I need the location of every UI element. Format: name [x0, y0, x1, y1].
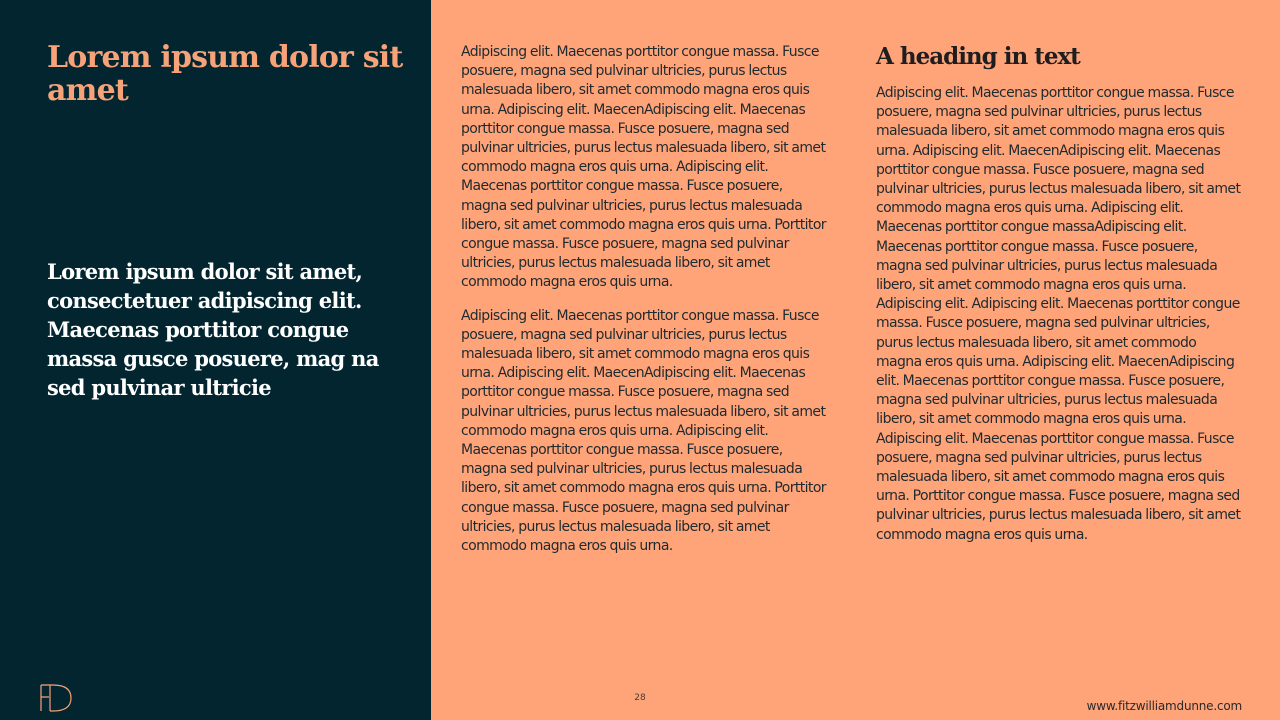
column-2-heading: A heading in text	[876, 43, 1080, 70]
left-panel	[0, 0, 431, 720]
text-column-2	[876, 41, 1244, 545]
column-1-paragraph-2: Adipiscing elit. Maecenas porttitor congue massa. Fusce posuere, magna sed pulvinar ultricies, purus lectus malesuada libero, sit amet commodo magna eros quis urna. Adipiscing elit. MaecenAdipiscing elit. Maecenas porttitor congue massa. Fusce posuere, magna sed pulvinar ultricies, purus lectus malesuada libero, sit amet commodo magna eros quis urna. Adipiscing elit. Maecenas porttitor congue massa. Fusce posuere, magna sed pulvinar ultricies, purus lectus malesuada libero, sit amet commodo magna eros quis urna. Porttitor congue massa. Fusce posuere, magna sed pulvinar ultricies, purus lectus malesuada libero, sit amet commodo magna eros quis urna.	[461, 307, 826, 555]
text-column-1	[461, 43, 827, 556]
column-1-paragraph-1: Adipiscing elit. Maecenas porttitor congue massa. Fusce posuere, magna sed pulvinar ultricies, purus lectus malesuada libero, sit amet commodo magna eros quis urna. Adipiscing elit. MaecenAdipiscing elit. Maecenas porttitor congue massa. Fusce posuere, magna sed pulvinar ultricies, purus lectus malesuada libero, sit amet commodo magna eros quis urna. Adipiscing elit. Maecenas porttitor congue massa. Fusce posuere, magna sed pulvinar ultricies, purus lectus malesuada libero, sit amet commodo magna eros quis urna. Porttitor congue massa. Fusce posuere, magna sed pulvinar ultricies, purus lectus malesuada libero, sit amet commodo magna eros quis urna.	[461, 44, 826, 291]
fd-monogram-icon	[38, 684, 74, 712]
website-link[interactable]: www.fitzwilliamdunne.com	[1086, 699, 1242, 713]
lead-paragraph: Lorem ipsum dolor sit amet, consectetuer adipiscing elit. Maecenas porttitor congue massa gusce posuere, mag na sed pulvinar ultricie	[47, 259, 379, 400]
column-2-paragraph: Adipiscing elit. Maecenas porttitor congue massa. Fusce posuere, magna sed pulvinar ultricies, purus lectus malesuada libero, sit amet commodo magna eros quis urna. Adipiscing elit. MaecenAdipiscing elit. Maecenas porttitor congue massa. Fusce posuere, magna sed pulvinar ultricies, purus lectus malesuada libero, sit amet commodo magna eros quis urna. Adipiscing elit. Maecenas porttitor congue massaAdipiscing elit. Maecenas porttitor congue massa. Fusce posuere, magna sed pulvinar ultricies, purus lectus malesuada libero, sit amet commodo magna eros quis urna. Adipiscing elit. Adipiscing elit. Maecenas porttitor congue massa. Fusce posuere, magna sed pulvinar ultricies, purus lectus malesuada libero, sit amet commodo magna eros quis urna. Adipiscing elit. MaecenAdipiscing elit. Maecenas porttitor congue massa. Fusce posuere, magna sed pulvinar ultricies, purus lectus malesuada libero, sit amet commodo magna eros quis urna. Adipiscing elit. Maecenas porttitor congue massa. Fusce posuere, magna sed pulvinar ultricies, purus lectus malesuada libero, sit amet commodo magna eros quis urna. Porttitor congue massa. Fusce posuere, magna sed pulvinar ultricies, purus lectus malesuada libero, sit amet commodo magna eros quis urna.	[876, 85, 1241, 543]
page-number: 28	[634, 693, 646, 703]
page-title: Lorem ipsum dolor sit amet	[47, 40, 403, 108]
